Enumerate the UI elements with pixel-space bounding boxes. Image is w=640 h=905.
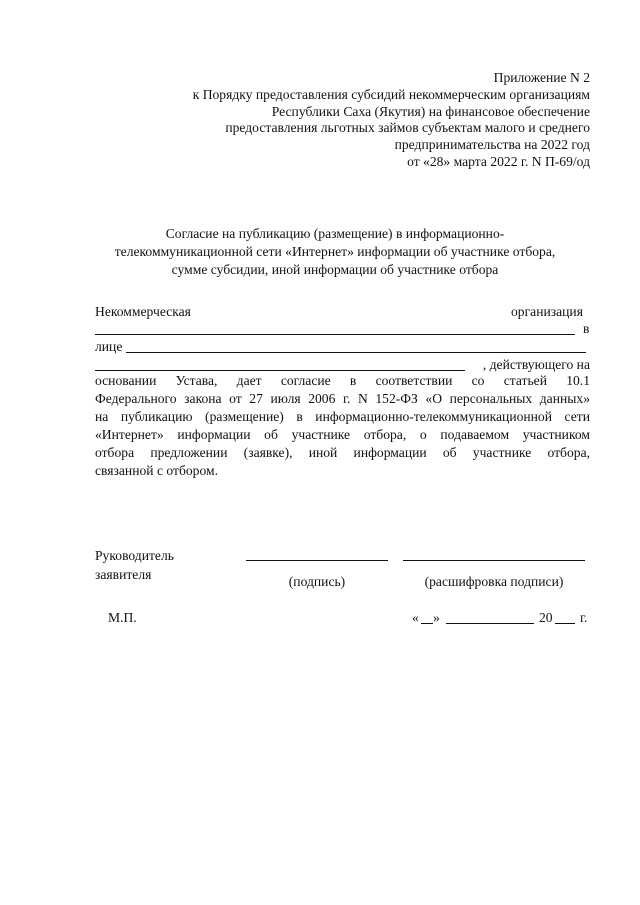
org-name-blank — [95, 334, 575, 335]
paragraph-line: основании Устава, дает согласие в соответствии со статьей 10.1 — [95, 373, 590, 388]
date-open-quote: « — [412, 610, 419, 625]
stamp-label: М.П. — [108, 610, 137, 625]
paragraph-line: связанной с отбором. — [95, 463, 218, 478]
org-label-left: Некоммерческая — [95, 304, 191, 319]
signature-decode-blank — [403, 560, 585, 561]
paragraph-line: на публикацию (размещение) в информационно-телекоммуникационной сети — [95, 409, 590, 424]
signer-role-line1: Руководитель — [95, 548, 174, 563]
signature-caption: (подпись) — [288, 574, 346, 589]
org-label-right: организация — [511, 304, 583, 319]
signature-decode-caption: (расшифровка подписи) — [424, 574, 564, 589]
paragraph-line: отбора предложении (заявке), иной информации об участнике отбора, — [95, 445, 590, 460]
person-word: лице — [95, 339, 123, 354]
acting-text: , действующего на — [482, 357, 590, 372]
date-day-blank — [421, 623, 433, 624]
header-line: предоставления льготных займов субъектам малого и среднего — [225, 120, 590, 136]
document-title — [80, 225, 590, 279]
date-year-blank — [555, 623, 575, 624]
position-blank — [95, 370, 465, 371]
appendix-header — [80, 70, 590, 171]
signature-blank — [246, 560, 388, 561]
title-line: телекоммуникационной сети «Интернет» информации об участнике отбора, — [114, 244, 556, 259]
date-close-quote: » — [433, 610, 440, 625]
in-word: в — [583, 321, 590, 336]
header-line: предпринимательства на 2022 год — [394, 137, 590, 153]
header-line: от «28» марта 2022 г. N П-69/од — [407, 153, 590, 169]
date-month-blank — [446, 623, 534, 624]
title-line: Согласие на публикацию (размещение) в информационно- — [165, 226, 505, 241]
paragraph-line: «Интернет» информации об участнике отбора, о подаваемом участником — [95, 427, 590, 442]
consent-paragraph — [95, 372, 590, 480]
paragraph-line: Федерального закона от 27 июля 2006 г. N 152-ФЗ «О персональных данных» — [95, 391, 590, 406]
date-year-suffix: г. — [580, 610, 588, 625]
signer-role-line2: заявителя — [95, 567, 152, 582]
title-line: сумме субсидии, иной информации об участнике отбора — [171, 262, 499, 277]
date-year-prefix: 20 — [539, 610, 553, 625]
header-line: Приложение N 2 — [493, 70, 590, 85]
person-name-blank — [126, 352, 586, 353]
header-line: Республики Саха (Якутия) на финансовое обеспечение — [271, 103, 590, 119]
header-line: к Порядку предоставления субсидий некоммерческим организациям — [192, 86, 590, 102]
